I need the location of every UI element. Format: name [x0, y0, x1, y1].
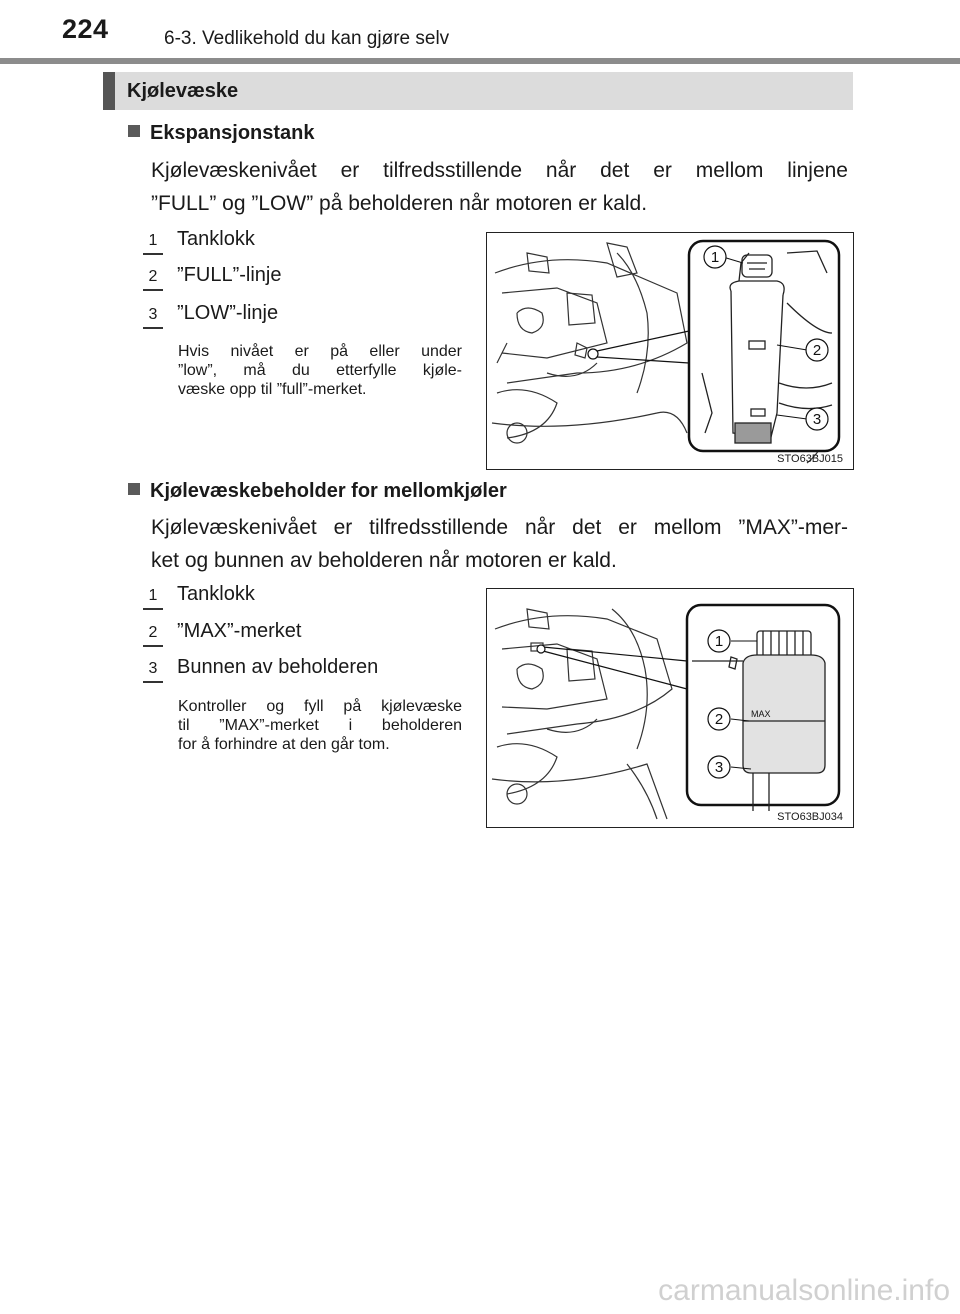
list-item: 1 Tanklokk	[143, 228, 255, 255]
figure-intercooler-reservoir	[486, 588, 854, 828]
subheading-expansion-tank: Ekspansjonstank	[128, 122, 315, 145]
callout-number: 1	[143, 231, 163, 255]
section-bar-accent	[103, 72, 115, 110]
square-bullet-icon	[128, 125, 140, 137]
callout-3: 3	[812, 411, 822, 428]
callout-number: 1	[143, 586, 163, 610]
figure-code: STO63BJ034	[777, 811, 843, 823]
intercooler-note: Kontroller og fyll på kjølevæske til ”MAX”-merket i beholderen for å forhindre at den går tom.	[178, 698, 462, 753]
watermark: carmanualsonline.info	[658, 1274, 950, 1307]
header-rule	[0, 58, 960, 64]
expansion-tank-paragraph: Kjølevæskenivået er tilfredsstillende når det er mellom linjene ”FULL” og ”LOW” på beholderen når motoren er kald.	[151, 159, 848, 215]
callout-number: 3	[143, 305, 163, 329]
subheading-intercooler-reservoir: Kjølevæskebeholder for mellomkjøler	[128, 480, 507, 503]
expansion-tank-note: Hvis nivået er på eller under ”low”, må du etterfylle kjøle- væske opp til ”full”-merket.	[178, 343, 462, 398]
square-bullet-icon	[128, 483, 140, 495]
callout-2: 2	[812, 342, 822, 359]
list-item: 2 ”MAX”-merket	[143, 620, 301, 647]
callout-3: 3	[714, 759, 724, 776]
callout-number: 2	[143, 267, 163, 291]
section-bar	[103, 72, 853, 110]
callout-1: 1	[714, 633, 724, 650]
callout-number: 3	[143, 659, 163, 683]
section-title: Kjølevæske	[127, 80, 239, 102]
engine-bay-illustration	[487, 233, 853, 469]
engine-bay-illustration	[487, 589, 853, 827]
figure-code: STO63BJ015	[777, 453, 843, 465]
callout-2: 2	[714, 711, 724, 728]
figure-expansion-tank	[486, 232, 854, 470]
max-mark-label: MAX	[751, 709, 771, 719]
page-number: 224	[62, 14, 109, 44]
callout-number: 2	[143, 623, 163, 647]
list-item: 1 Tanklokk	[143, 583, 255, 610]
list-item: 3 ”LOW”-linje	[143, 302, 278, 329]
intercooler-paragraph: Kjølevæskenivået er tilfredsstillende når det er mellom ”MAX”-mer- ket og bunnen av beholderen når motoren er kald.	[151, 516, 848, 572]
callout-1: 1	[710, 249, 720, 266]
list-item: 2 ”FULL”-linje	[143, 264, 281, 291]
list-item: 3 Bunnen av beholderen	[143, 656, 378, 683]
chapter-title: 6-3. Vedlikehold du kan gjøre selv	[164, 28, 450, 49]
